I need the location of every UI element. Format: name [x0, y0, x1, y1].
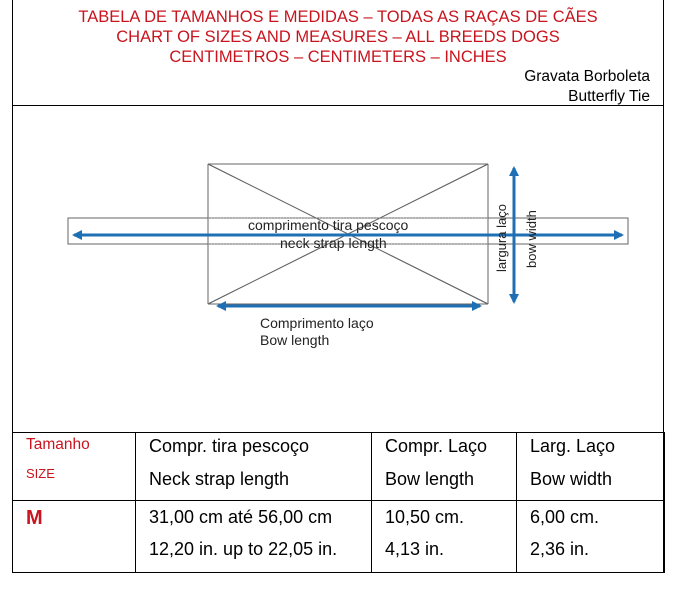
table-header-row: [13, 433, 665, 501]
bow-width-cm-value: 6,00 cm.: [530, 507, 600, 527]
bow-tie-diagram: [12, 106, 664, 432]
bow-tie-illustration: [12, 106, 664, 432]
label-neck-strap-pt: comprimento tira pescoço: [248, 217, 409, 233]
neck-in-value: 12,20 in. up to 22,05 in.: [149, 539, 338, 559]
header-neck-en: Neck strap length: [149, 469, 290, 489]
size-value: M: [26, 507, 43, 529]
header-bow-width-en: Bow width: [530, 469, 613, 489]
header-size-pt: Tamanho: [26, 436, 90, 453]
cell-bow-width: [517, 501, 665, 573]
header-bow-length-en: Bow length: [385, 469, 475, 489]
bow-length-in-value: 4,13 in.: [385, 539, 445, 559]
header-bow-width: [517, 433, 665, 501]
title-english: CHART OF SIZES AND MEASURES – ALL BREEDS DOGS: [116, 28, 560, 46]
cell-bow-length: [372, 501, 517, 573]
neck-cm-value: 31,00 cm até 56,00 cm: [149, 507, 333, 527]
cell-size: [13, 501, 136, 573]
title-portuguese: TABELA DE TAMANHOS E MEDIDAS – TODAS AS RAÇAS DE CÃES: [78, 8, 598, 26]
label-bow-width-pt: largura laço: [494, 204, 509, 272]
header-bow-length-pt: Compr. Laço: [385, 436, 488, 456]
label-neck-strap-en: neck strap length: [280, 235, 387, 251]
bow-length-cm-value: 10,50 cm.: [385, 507, 465, 527]
table-row: [13, 501, 665, 573]
document-header: [12, 0, 664, 106]
header-bow-length: [372, 433, 517, 501]
size-table: [12, 432, 665, 573]
title-units: CENTIMETROS – CENTIMETERS – INCHES: [169, 48, 507, 66]
header-size: [13, 433, 136, 501]
cell-neck-strap: [136, 501, 372, 573]
label-bow-width-en: bow width: [524, 210, 539, 268]
header-neck-pt: Compr. tira pescoço: [149, 436, 310, 456]
header-neck-strap: [136, 433, 372, 501]
header-bow-width-pt: Larg. Laço: [530, 436, 616, 456]
product-name-portuguese: Gravata Borboleta: [524, 68, 650, 85]
bow-width-in-value: 2,36 in.: [530, 539, 590, 559]
product-name-english: Butterfly Tie: [568, 88, 650, 105]
header-size-en: SIZE: [26, 466, 55, 481]
label-bow-length-en: Bow length: [260, 332, 330, 348]
label-bow-length-pt: Comprimento laço: [260, 315, 374, 331]
